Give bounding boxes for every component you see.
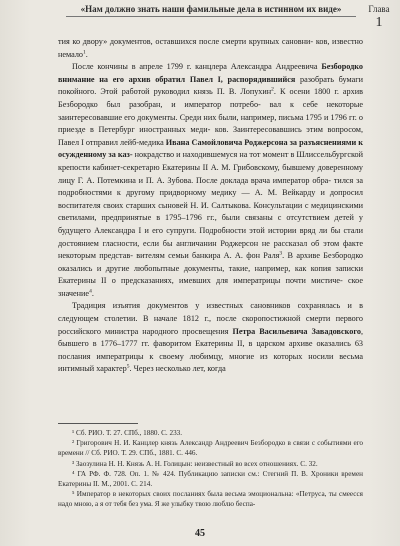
text-line: Консультации с медицинскими светилами, предпринятые в 1795–1796 гг.,	[58, 200, 364, 223]
text-line: были связаны с отсутствием детей у будущего Александра I и его супруги.	[58, 213, 364, 235]
footnote-ref[interactable]: 3	[279, 250, 283, 257]
text-line: Ивана Самойловича Роджерсона за разъяснениями к осужденному за каз-	[58, 137, 363, 160]
footnote-5: ⁵ Император в некоторых своих посланиях была весьма эмоциональна: «Петруса, ты смеесся надо мною, а я от тебя без ума. Я же улыбку твою люблю беспа-	[58, 490, 363, 509]
footnote-2: ² Григорович Н. И. Канцлер князь Александр Андреевич Безбородко в связи с событиями его времени // Сб. РИО. Т. 29. СПб., 1881. С. 446.	[58, 439, 363, 458]
text-line: Безбородко внимание на его архив обратил Павел I, распорядившийся	[58, 62, 363, 84]
text-line: нокрадство и находившемуся на тот момент в Шлиссельбургской крепости	[58, 150, 364, 172]
paragraph-3	[58, 300, 363, 376]
text-line: После кончины в апреле 1799 г. канцлера Александра Андреевича	[72, 62, 318, 72]
text-line: и допросил воспитателя своих старших сыновей Н. И. Салтыкова.	[58, 188, 364, 210]
text-line: первого российского министра народного просвещения	[58, 314, 363, 336]
text-line: . В архиве Безбородко оказались	[58, 251, 363, 273]
page-number: 45	[195, 528, 205, 539]
text-line: Завадовского	[311, 326, 361, 336]
text-line: . Через несколько лет, когда	[129, 364, 226, 374]
text-line: К осени 1800 г. архив Безбородко был разобран, и император потребо-	[58, 87, 363, 109]
chapter-label: Глава	[368, 4, 390, 14]
text-line: Екатерины II о предсказаниях, имевших для императрицы почти мистиче-	[58, 276, 343, 286]
text-line: ков. Заинтересовавшись этим вопросом, Павел I отправил лейб-медика	[58, 125, 363, 147]
text-line: вителям семьи банкира А. А. фон Раля	[136, 251, 280, 261]
text-line: например, письма 1795 и 1796 гг. о приезде в Петербург иностранных меди-	[58, 112, 364, 135]
footnote-ref[interactable]: 2	[271, 86, 274, 93]
header-rule	[66, 16, 356, 17]
text-line: ков, известно немало	[58, 37, 364, 59]
text-line: лицу Г. А. Потемкина и П. А. Зубова. После доклада врача император обра-	[58, 175, 332, 185]
paragraph-1: тия ко двору» документов, оставшихся после смерти крупных сановни- ков, известно немало$^1$.	[58, 37, 364, 59]
text-line: бы англичанин Роджерсон не рассказал об этом факте некоторым представ-	[58, 238, 364, 261]
footnote-ref[interactable]: 4	[89, 288, 92, 295]
text-line: ское значение	[58, 276, 364, 298]
text-line: которых носили весьма интимный характер	[58, 351, 364, 374]
footnote-4: ⁴ ГА РФ. Ф. 728. Оп. 1. № 424. Публикацию записки см.: Стегний П. В. Хроники времен Екатерины II. М., 2001. С. 214.	[58, 469, 363, 489]
footnote-3: ³ Заозулина Н. Н. Князь А. Н. Голицын: неизвестный во всех отношениях. С. 32.	[72, 459, 318, 468]
text-line: вал к себе некоторые заинтересовавшие его документы. Среди них были,	[58, 99, 363, 122]
text-line: тия ко двору» документов, оставшихся после смерти крупных сановни-	[58, 37, 314, 46]
running-header: «Нам должно знать наши фамильные дела в истинном их виде»	[80, 4, 342, 14]
text-line: разобрать бумаги покойного. Этой работой руководил князь П. В. Лопухин	[58, 74, 364, 97]
text-line: кабинет-секретарю Екатерины II А. М. Грибовскому, бывшему доверенному	[92, 162, 364, 172]
footnotes	[58, 428, 363, 510]
footnote-1: ¹ Сб. РИО. Т. 27. СПб., 1880. С. 233.	[72, 429, 183, 437]
text-line: и другие любопытные документы, такие, например, как копия записки	[96, 263, 364, 273]
text-line: , бывшего в 1776–1777 гг. фаворитом Екатерины II, в царском	[58, 326, 363, 349]
paragraph-2: После кончины в апреле 1799 г. канцлера Александра Андреевича Безбородко внимание на его архив обратил Павел I, распорядившийся разобрать бумаги покойного. Этой работой руководил князь П. В. Лопухин$^2$. К осени 1800 г. архив Безбородко был разобран, и император потребо- вал к себе некоторые заинтересовавшие его документы. Среди них были, например, письма 1795 и 1796 гг. о приезде в Петербург иностранных меди- ков. Заинтересовавшись этим вопросом, Павел I отправил лейб-медика Ивана Самойловича Роджерсона за разъяснениями к осужденному за каз- нокрадство и находившемуся на тот момент в Шлиссельбургской крепости кабинет-секретарю Екатерины II А. М. Грибовскому, бывшему доверенному лицу Г. А. Потемкина и П. А. Зубова. После доклада врача император обра- тился за подробностями к другому придворному медику — А. М. Вейкарду и допросил воспитателя своих старших сыновей Н. И. Салтыкова. Консультации с медицинскими светилами, предпринятые в 1795–1796 гг., были связаны с отсутствием детей у будущего Александра I и его супруги. Подробности этой истории вряд ли бы стали достоянием гласности, если бы англичанин Роджерсон не рассказал об этом факте некоторым представ- вителям семьи банкира А. А. фон Раля$^3$. В архиве Безбородко оказались и другие любопытные документы, такие, например, как копия записки Екатерины II о предсказаниях, имевших для императрицы почти мистиче- ское значение$^4$.	[58, 62, 364, 298]
main-text	[58, 36, 363, 376]
text-line: Традиция изъятия документов у известных сановников сохранялась	[72, 301, 341, 311]
text-line: тился за подробностями к другому придворному медику — А. М. Вейкарду	[58, 175, 363, 198]
footnote-ref[interactable]: 1	[83, 48, 86, 55]
chapter-number: 1	[375, 15, 383, 30]
text-line: Петра Васильевича	[232, 326, 308, 336]
chapter-marker	[363, 3, 395, 31]
text-line: архиве оказались 63 послания императрицы к своему любимцу, многие из	[58, 339, 364, 361]
text-line: Подробности этой истории вряд ли бы стали достоянием гласности, если	[58, 225, 364, 248]
footnote-ref[interactable]: 5	[126, 363, 130, 370]
footnote-rule	[58, 423, 138, 424]
text-line: и в следующем столетии. В начале 1812 г., после скоропостижной смерти	[58, 301, 364, 324]
